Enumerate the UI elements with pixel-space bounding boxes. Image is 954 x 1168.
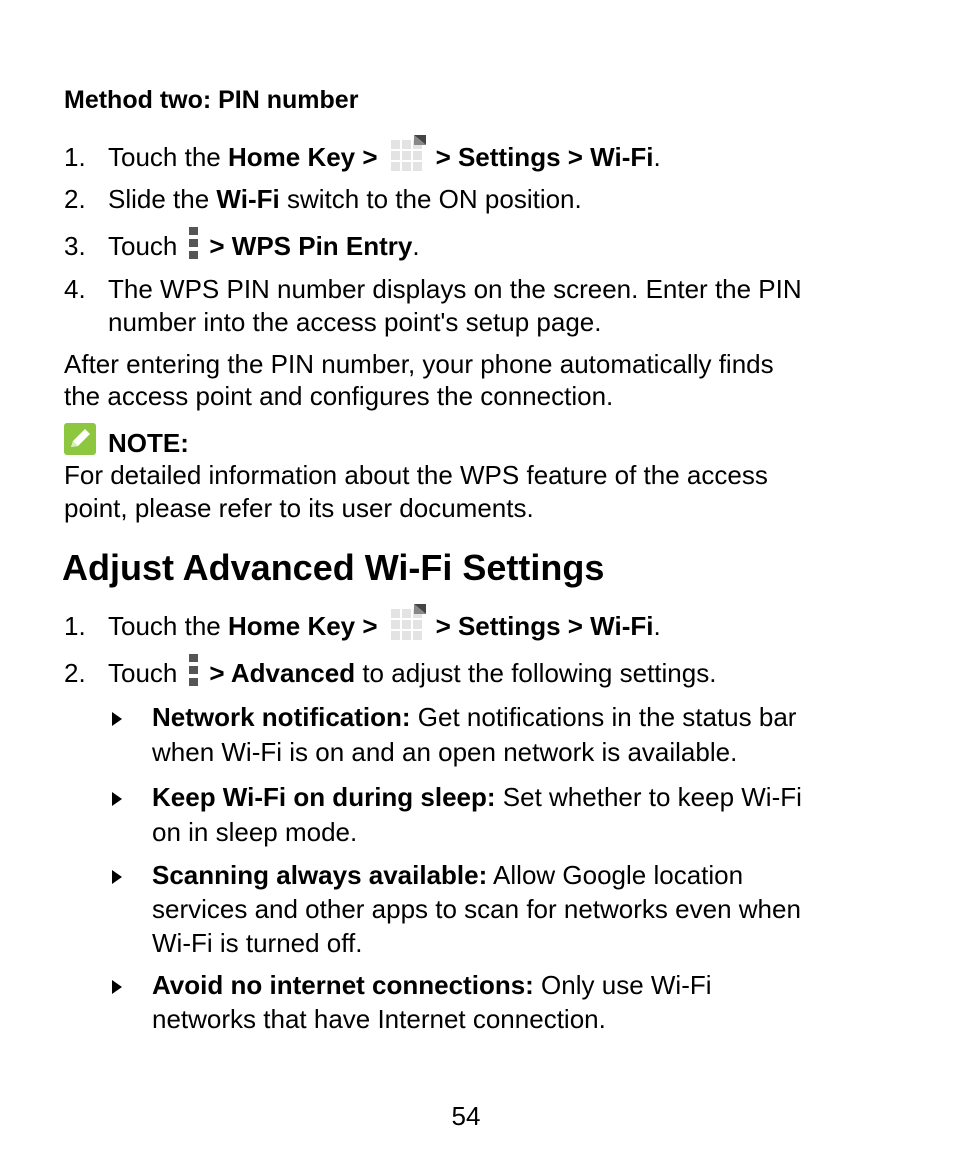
step-2-text: [108, 183, 582, 216]
step-3-text: [108, 230, 420, 263]
settings-path: > Settings > Wi-Fi: [435, 611, 654, 641]
step-text: Touch: [108, 658, 178, 688]
step-text: Touch the: [108, 611, 228, 641]
triangle-bullet-icon: [112, 792, 122, 806]
setting-line: Wi-Fi is turned off.: [152, 928, 363, 958]
home-key-label: Home Key >: [227, 611, 378, 641]
paragraph-line: After entering the PIN number, your phone automatically finds: [64, 349, 774, 379]
setting-desc: Only use Wi-Fi: [533, 970, 712, 1000]
setting-term: Keep Wi-Fi on during sleep:: [152, 782, 496, 812]
setting-desc: Set whether to keep Wi-Fi: [495, 782, 802, 812]
punct: .: [412, 231, 420, 261]
adv-step-2-text: [108, 657, 716, 690]
setting-line: on in sleep mode.: [152, 817, 358, 847]
adv-step-1-text: [108, 610, 661, 643]
triangle-bullet-icon: [112, 870, 122, 884]
wifi-label: Wi-Fi: [216, 184, 280, 214]
settings-path: > Settings > Wi-Fi: [435, 142, 654, 172]
setting-desc: Allow Google location: [487, 860, 744, 890]
apps-grid-icon: [388, 602, 428, 642]
setting-desc: Get notifications in the status bar: [410, 702, 797, 732]
punct: .: [653, 142, 661, 172]
note-line: For detailed information about the WPS feature of the access: [64, 460, 768, 490]
section-title: Adjust Advanced Wi-Fi Settings: [62, 547, 605, 588]
step-number: 1.: [64, 611, 86, 641]
advanced-label: > Advanced: [209, 658, 356, 688]
setting-line: [152, 781, 802, 814]
setting-term: Scanning always available:: [152, 860, 488, 890]
triangle-bullet-icon: [112, 712, 122, 726]
note-pencil-icon: [64, 423, 96, 455]
step-number: 1.: [64, 142, 86, 172]
setting-line: networks that have Internet connection.: [152, 1004, 606, 1034]
menu-dots-icon: [187, 226, 201, 260]
step-text: switch to the ON position.: [279, 184, 582, 214]
step-1-text: [108, 141, 661, 174]
step-4-line2: number into the access point's setup page.: [108, 307, 602, 337]
step-number: 3.: [64, 231, 86, 261]
note-label: NOTE:: [108, 428, 189, 458]
step-number: 2.: [64, 184, 86, 214]
setting-term: Avoid no internet connections:: [152, 970, 534, 1000]
setting-line: services and other apps to scan for networks even when: [152, 894, 801, 924]
setting-line: [152, 701, 796, 734]
note-line: point, please refer to its user documents.: [64, 493, 534, 523]
apps-grid-icon: [388, 133, 428, 173]
setting-line: [152, 969, 712, 1002]
menu-dots-icon: [187, 653, 201, 687]
punct: .: [653, 611, 661, 641]
step-text: Touch: [108, 231, 178, 261]
step-text: to adjust the following settings.: [355, 658, 717, 688]
setting-line: [152, 859, 743, 892]
step-4-line1: The WPS PIN number displays on the screen. Enter the PIN: [108, 274, 802, 304]
home-key-label: Home Key >: [227, 142, 378, 172]
step-number: 2.: [64, 658, 86, 688]
step-text: Touch the: [108, 142, 228, 172]
page-number: 54: [451, 1101, 481, 1131]
setting-line: when Wi-Fi is on and an open network is available.: [152, 737, 738, 767]
setting-term: Network notification:: [152, 702, 411, 732]
step-number: 4.: [64, 274, 86, 304]
paragraph-line: the access point and configures the connection.: [64, 381, 614, 411]
step-text: Slide the: [108, 184, 217, 214]
subheading: Method two: PIN number: [64, 86, 359, 114]
triangle-bullet-icon: [112, 980, 122, 994]
wps-pin-entry-label: > WPS Pin Entry: [209, 231, 413, 261]
